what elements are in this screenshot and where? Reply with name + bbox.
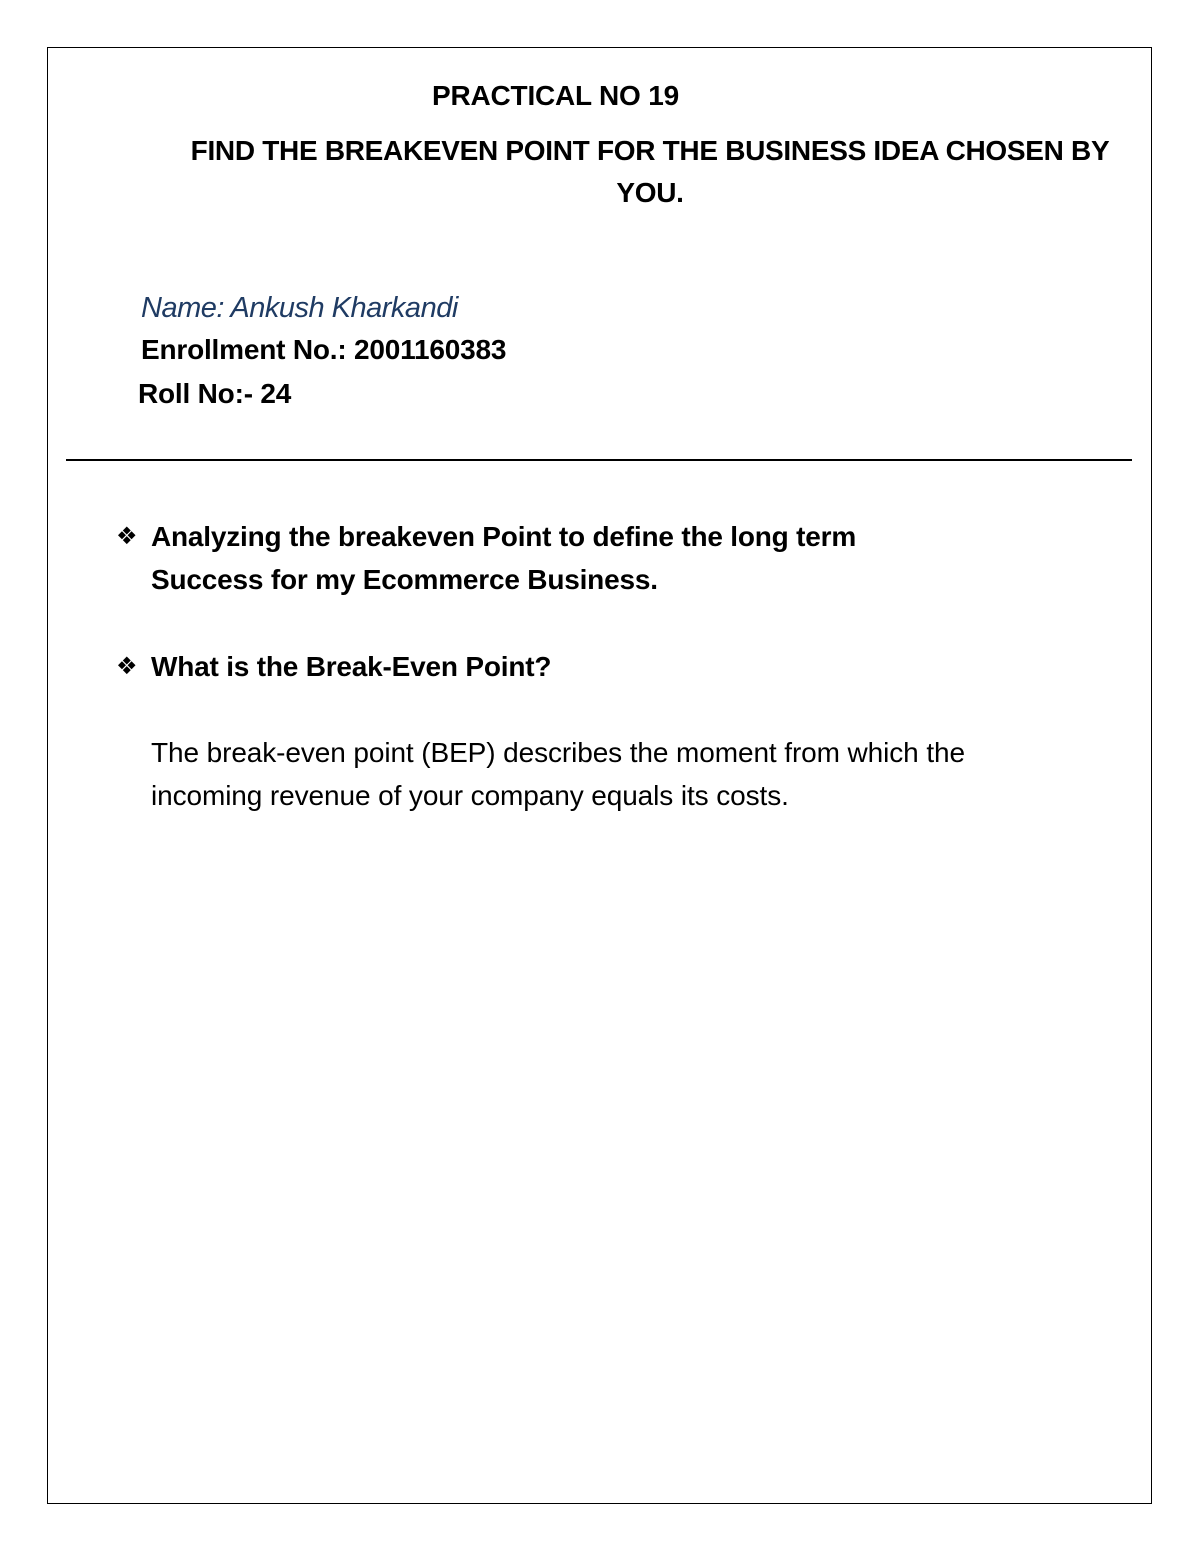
definition-paragraph: The break-even point (BEP) describes the moment from which the incoming revenue of your company equals its costs.	[151, 737, 965, 811]
page-title: PRACTICAL NO 19	[432, 80, 679, 111]
enrollment-number: Enrollment No.: 2001160383	[141, 334, 507, 365]
horizontal-divider	[66, 459, 1132, 461]
bullet-text: Analyzing the breakeven Point to define the long term Success for my Ecommerce Business.	[151, 521, 857, 595]
diamond-bullet-icon: ❖	[116, 523, 138, 550]
bullet-item	[116, 515, 966, 601]
diamond-bullet-icon: ❖	[116, 653, 138, 680]
bullet-item	[116, 645, 966, 688]
bullet-text: What is the Break-Even Point?	[151, 651, 552, 682]
student-name: Name: Ankush Kharkandi	[141, 292, 458, 324]
page-subtitle: FIND THE BREAKEVEN POINT FOR THE BUSINESS IDEA CHOSEN BY YOU.	[190, 135, 1110, 208]
roll-number: Roll No:- 24	[138, 378, 292, 409]
